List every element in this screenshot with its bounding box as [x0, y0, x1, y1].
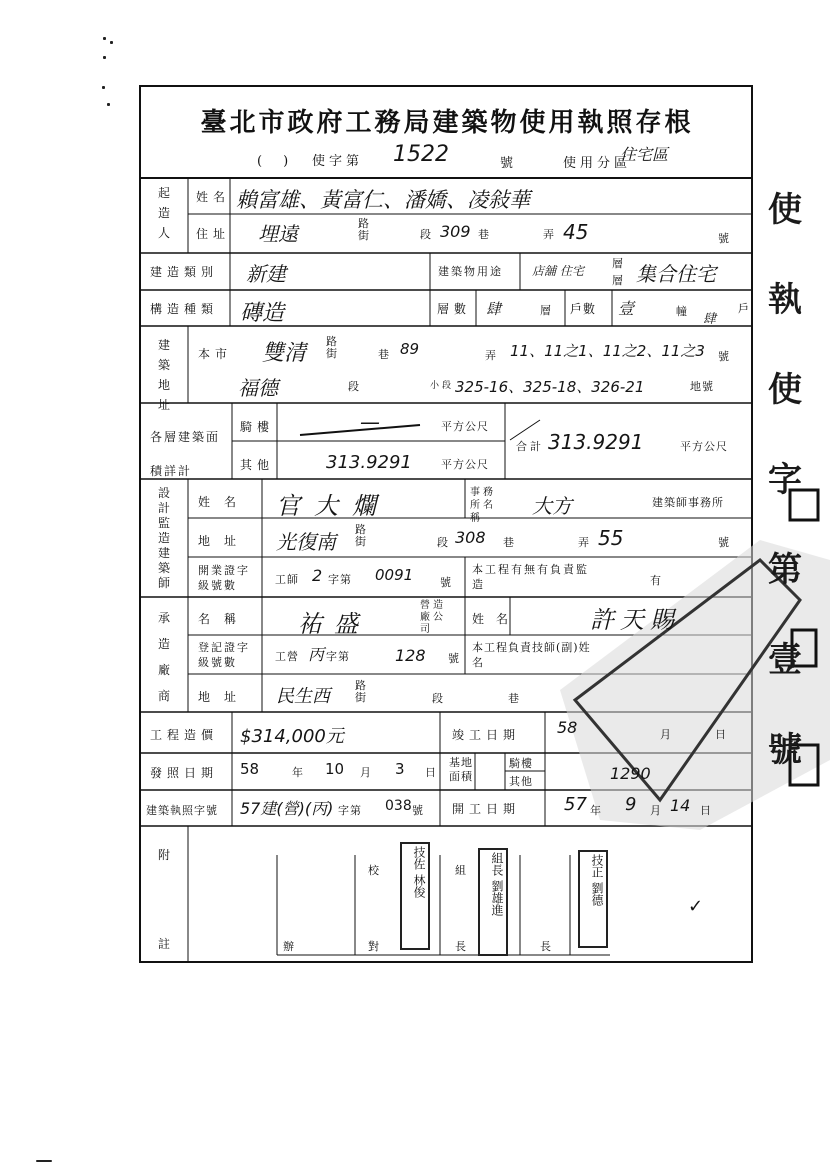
use-label: 建築物用途 — [438, 265, 503, 278]
applicant-address-label: 住址 — [196, 227, 231, 241]
architect-license-unit: 號 — [440, 576, 454, 589]
structure-label: 構造種類 — [150, 302, 219, 316]
completion-day-unit: 日 — [715, 728, 729, 741]
site-group-label: 建築地址 — [157, 338, 170, 412]
other-unit: 平方公尺 — [441, 458, 489, 471]
check-mark: ✓ — [688, 896, 704, 917]
architect-license-prefix: 工師 — [275, 573, 299, 586]
floors-label: 層數 — [437, 302, 472, 316]
stamp-section-chief: 組長 劉雄進 — [478, 848, 508, 956]
issue-day: 3 — [395, 760, 405, 778]
architect-group-label: 設計監造建築師 — [157, 486, 170, 590]
architect-office-suffix: 建築師事務所 — [652, 496, 724, 509]
use-marks: 店舖 住宅 — [532, 264, 584, 278]
area-group-label: 各層建築面積詳計 — [150, 430, 221, 478]
architect-road-unit: 路街 — [355, 523, 369, 548]
site-lot-unit: 地號 — [690, 380, 714, 393]
site-lots: 325-16、325-18、326-21 — [455, 378, 645, 396]
site-subsection-unit: 小段 — [430, 381, 455, 391]
stamp-engineer: 技正 劉德 — [578, 850, 608, 948]
arcade-value: — — [360, 410, 380, 434]
applicant-alley-no: 309 — [440, 222, 471, 241]
applicant-alley-unit: 巷 — [478, 228, 492, 241]
architect-office-label: 事務所名稱 — [470, 487, 496, 524]
cost-value: $314,000元 — [240, 726, 344, 747]
site-city: 本市 — [198, 347, 233, 361]
site-area-label: 基地面積 — [449, 756, 473, 783]
form-title: 臺北市政府工務局建築物使用執照存根 — [200, 108, 694, 138]
contractor-address-label: 地址 — [198, 690, 251, 704]
total-value: 313.9291 — [548, 430, 644, 454]
contractor-section-unit: 段 — [432, 692, 446, 705]
structure-value: 磚造 — [240, 301, 285, 326]
architect-name-value: 官大爛 — [276, 492, 390, 520]
site-lane-label: 巷 — [378, 348, 392, 361]
margin-stamp: 使執使字第壹號 — [768, 190, 802, 770]
contractor-address-value: 民生西 — [276, 686, 330, 707]
permit-unit: 號 — [412, 804, 426, 817]
construction-type-label: 建造類別 — [150, 265, 219, 279]
architect-number-value: 55 — [598, 526, 624, 550]
remarks-label-top: 附 — [158, 848, 176, 862]
applicant-address-road: 埋遠 — [258, 222, 298, 246]
total-unit: 平方公尺 — [680, 440, 728, 453]
header-hao: 號 — [500, 156, 518, 171]
applicant-number-unit: 號 — [718, 232, 732, 245]
contractor-person-value: 許天賜 — [590, 606, 680, 634]
arcade-unit: 平方公尺 — [441, 420, 489, 433]
other-value: 313.9291 — [326, 452, 412, 473]
total-label: 合計 — [516, 440, 544, 453]
floors-unit: 層 — [540, 304, 554, 317]
site-lane: 89 — [400, 340, 420, 358]
site-section-unit: 段 — [348, 380, 362, 393]
site-area-other-label: 其他 — [509, 775, 533, 788]
issue-label: 發照日期 — [150, 766, 219, 780]
applicant-section-unit: 段 — [420, 228, 434, 241]
households-value2: 肆 — [703, 312, 717, 327]
site-area-value: 1290 — [610, 764, 651, 783]
architect-supervisor-label: 本工程有無有負責監造 — [472, 563, 589, 591]
architect-license-mid: 字第 — [328, 573, 352, 586]
architect-alley-unit: 巷 — [503, 536, 517, 549]
applicant-name-label: 姓名 — [196, 190, 231, 204]
start-day-unit: 日 — [700, 804, 714, 817]
contractor-name-label: 名稱 — [198, 612, 251, 626]
architect-license-class: 2 — [312, 566, 323, 585]
stamp-clerk: 技佐 林俊 — [400, 842, 430, 950]
households-value: 壹 — [618, 299, 635, 318]
site-area-arcade-label: 騎樓 — [509, 757, 533, 770]
permit-label: 建築執照字號 — [146, 804, 218, 817]
permit-value: 57建(營)(丙) — [240, 799, 334, 818]
contractor-reg-prefix: 工營 — [275, 650, 299, 663]
start-month-unit: 月 — [650, 804, 664, 817]
sign-label-5: 長 — [455, 940, 469, 953]
architect-alley-value: 308 — [455, 528, 486, 547]
contractor-group-label: 承造廠商 — [157, 611, 170, 703]
architect-address-value: 光復南 — [276, 530, 336, 554]
cost-label: 工程造價 — [150, 728, 219, 742]
architect-office-value: 大方 — [532, 494, 572, 518]
households-unit2: 戶 — [738, 302, 752, 315]
architect-section-unit: 段 — [437, 536, 451, 549]
architect-lane-unit: 弄 — [578, 536, 592, 549]
contractor-alley-unit: 巷 — [508, 692, 522, 705]
contractor-reg-label: 登記證字級號數 — [198, 641, 250, 669]
architect-supervisor-value: 有 — [650, 574, 664, 587]
permit-no: 038 — [385, 798, 412, 814]
issue-month: 10 — [325, 760, 345, 778]
completion-label: 竣工日期 — [452, 728, 521, 742]
use-unit-top: 層 — [612, 257, 626, 270]
sign-label-6: 長 — [540, 940, 554, 953]
contractor-name-value: 祐盛 — [298, 610, 370, 638]
construction-type-value: 新建 — [246, 262, 286, 286]
households-unit: 幢 — [676, 305, 690, 318]
site-district: 雙清 — [262, 341, 307, 366]
architect-name-label: 姓名 — [198, 495, 251, 509]
completion-year: 58 — [557, 718, 578, 737]
start-month: 9 — [625, 794, 637, 815]
applicant-lane-no: 45 — [563, 220, 589, 244]
usage-zone-label: 使用分區 — [563, 156, 632, 171]
area-group-label-top — [150, 420, 226, 488]
header-paren: ( ) — [257, 154, 293, 169]
issue-day-unit: 日 — [425, 766, 439, 779]
contractor-person-label: 姓名 — [472, 612, 521, 626]
sign-label-2: 校 — [368, 864, 382, 877]
contractor-reg-unit: 號 — [448, 652, 462, 665]
use-unit-bottom: 層 — [612, 274, 626, 287]
issue-month-unit: 月 — [360, 766, 374, 779]
contractor-company-type: 營造廠公司 — [420, 600, 446, 635]
floors-value: 肆 — [486, 300, 502, 318]
architect-license-label: 開業證字級號數 — [198, 564, 250, 592]
contractor-reg-class: 丙 — [308, 645, 325, 664]
households-label: 戶數 — [570, 302, 597, 316]
issue-year-unit: 年 — [292, 766, 306, 779]
site-land-section: 福德 — [238, 376, 278, 400]
architect-address-label: 地址 — [198, 534, 251, 548]
contractor-road-unit: 路街 — [355, 679, 369, 704]
architect-number-unit: 號 — [718, 536, 732, 549]
applicant-lane-unit: 弄 — [543, 228, 557, 241]
site-alley-prefix: 弄 — [485, 349, 499, 362]
architect-license-no: 0091 — [375, 566, 414, 584]
site-number-unit: 號 — [718, 350, 732, 363]
site-numbers: 11、11之1、11之2、11之3 — [510, 342, 705, 360]
other-label: 其他 — [240, 458, 275, 472]
permit-mid: 字第 — [338, 804, 362, 817]
applicant-road-unit: 路街 — [358, 217, 372, 242]
contractor-engineer-label: 本工程負責技師(副)姓名 — [472, 641, 591, 669]
applicant-group-label: 起造人 — [157, 186, 170, 240]
site-road-unit: 路街 — [326, 335, 340, 360]
issue-year: 58 — [240, 760, 260, 778]
start-label: 開工日期 — [452, 802, 521, 816]
arcade-label: 騎樓 — [240, 420, 275, 434]
sign-label-3: 對 — [368, 940, 382, 953]
usage-zone-value: 住宅區 — [620, 145, 669, 164]
sign-label-4: 組 — [455, 864, 469, 877]
applicant-names: 賴富雄、黃富仁、潘嬌、凌敍華 — [236, 188, 530, 212]
start-day: 14 — [670, 796, 691, 815]
sign-label-1: 辦 — [283, 940, 297, 953]
remarks-label-bottom: 註 — [158, 937, 176, 951]
contractor-reg-no: 128 — [395, 646, 426, 665]
header-permit-no: 1522 — [393, 142, 449, 167]
use-value: 集合住宅 — [636, 262, 716, 286]
contractor-reg-mid: 字第 — [326, 650, 350, 663]
start-year-unit: 年 — [590, 804, 604, 817]
start-year: 57 — [564, 794, 587, 815]
header-permit-prefix: 使字第 — [312, 154, 364, 169]
completion-month-unit: 月 — [660, 728, 674, 741]
